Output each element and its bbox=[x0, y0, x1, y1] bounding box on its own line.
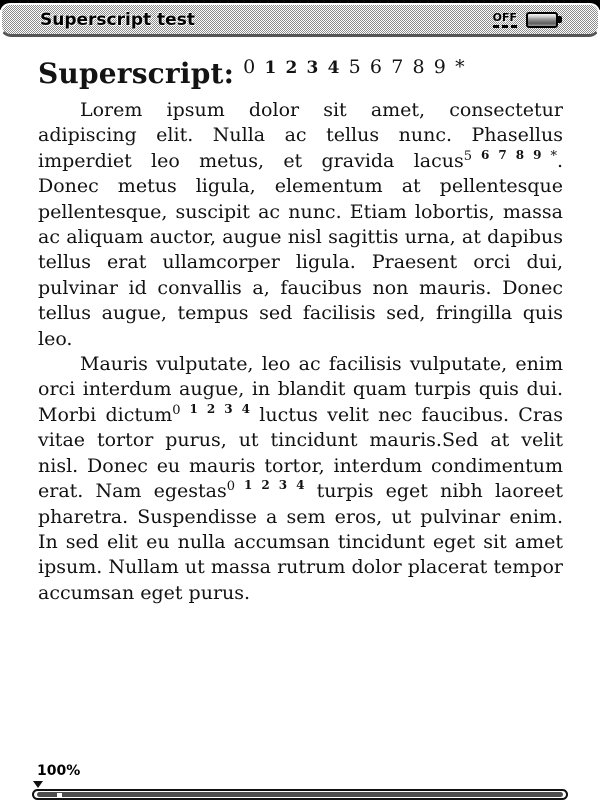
superscript-digit: 9 bbox=[433, 56, 447, 78]
progress-fill bbox=[37, 792, 563, 797]
superscript-digit: 2 bbox=[206, 401, 216, 416]
progress-slider[interactable] bbox=[32, 789, 568, 800]
superscript-digit: 3 bbox=[306, 58, 319, 78]
status-indicators bbox=[493, 5, 558, 34]
status-bar bbox=[0, 3, 600, 37]
superscript-digit: 4 bbox=[327, 58, 340, 78]
header bbox=[0, 0, 600, 40]
text-content bbox=[38, 98, 563, 606]
superscript-digit: 8 bbox=[412, 56, 425, 78]
superscript-digit: 3 bbox=[224, 401, 233, 416]
superscript-digit: 3 bbox=[278, 478, 288, 493]
progress-footer bbox=[0, 752, 600, 800]
superscript-digit: 7 bbox=[391, 56, 404, 78]
paragraph: Lorem ipsum dolor sit amet, consectetur adipiscing elit. Nulla ac tellus nunc. Phasellus imperdiet leo metus, et gravida lacus$^5$ $^6$ $^7$ $^8$ $^9$ *. Donec metus ligula, elementum at pellentesque pellentesque, suscipit ac nunc. Etiam lobortis, massa ac aliquam auctor, augue nisl sagittis urna, at dapibus tellus erat ullamcorper ligula. Praesent orci dui, pulvinar id convallis a, faucibus non mauris. Donec tellus augue, tempus sed facilisis sed, fringilla quis leo. bbox=[38, 99, 563, 350]
battery-icon bbox=[526, 12, 558, 28]
superscript-digit: 6 bbox=[369, 56, 383, 78]
superscript-digit: * bbox=[550, 148, 557, 164]
superscript-digit: 2 bbox=[261, 478, 270, 493]
reading-page bbox=[0, 40, 600, 606]
superscript-digit: 7 bbox=[498, 147, 507, 162]
superscript-digit: 1 bbox=[243, 478, 253, 493]
superscript-digit: 0 bbox=[172, 402, 181, 418]
book-title: Superscript test bbox=[40, 9, 195, 30]
progress-position-dot bbox=[57, 793, 62, 798]
superscript-digit: 6 bbox=[481, 147, 490, 162]
heading-label: Superscript: bbox=[38, 57, 235, 90]
superscript-digit: * bbox=[455, 56, 465, 78]
progress-marker-icon bbox=[33, 781, 43, 788]
page-heading bbox=[38, 56, 563, 90]
superscript-digit: 2 bbox=[285, 58, 298, 78]
superscript-digit: 8 bbox=[515, 147, 525, 162]
superscript-digit: 5 bbox=[348, 56, 361, 78]
wireless-off-indicator: OFF bbox=[493, 12, 517, 28]
superscript-digit: 9 bbox=[533, 147, 542, 162]
superscript-digit: 0 bbox=[226, 479, 235, 495]
superscript-digit: 4 bbox=[241, 401, 250, 416]
heading-superscripts bbox=[234, 57, 465, 90]
superscript-digit: 0 bbox=[243, 56, 256, 78]
superscript-digit: 1 bbox=[189, 401, 198, 416]
superscript-digit: 4 bbox=[296, 478, 305, 493]
superscript-digit: 5 bbox=[463, 148, 473, 164]
paragraph: Mauris vulputate, leo ac facilisis vulputate, enim orci interdum augue, in blandit quam turpis quis dui. Morbi dictum$^0$ $^1$ $^2$ $^3$ $^4$ luctus velit nec faucibus. Cras vitae tortor purus, ut tincidunt mauris.Sed at velit nisl. Donec eu mauris tortor, interdum condimentum erat. Nam egestas$^0$ $^1$ $^2$ $^3$ $^4$ turpis eget nibh laoreet pharetra. Suspendisse a sem eros, ut pulvinar enim. In sed elit eu nulla accumsan tincidunt eget sit amet ipsum. Nullam ut massa rutrum dolor placerat tempor accumsan eget purus. bbox=[38, 353, 563, 604]
progress-percent-label: 100% bbox=[37, 763, 81, 779]
superscript-digit: 1 bbox=[264, 58, 277, 78]
